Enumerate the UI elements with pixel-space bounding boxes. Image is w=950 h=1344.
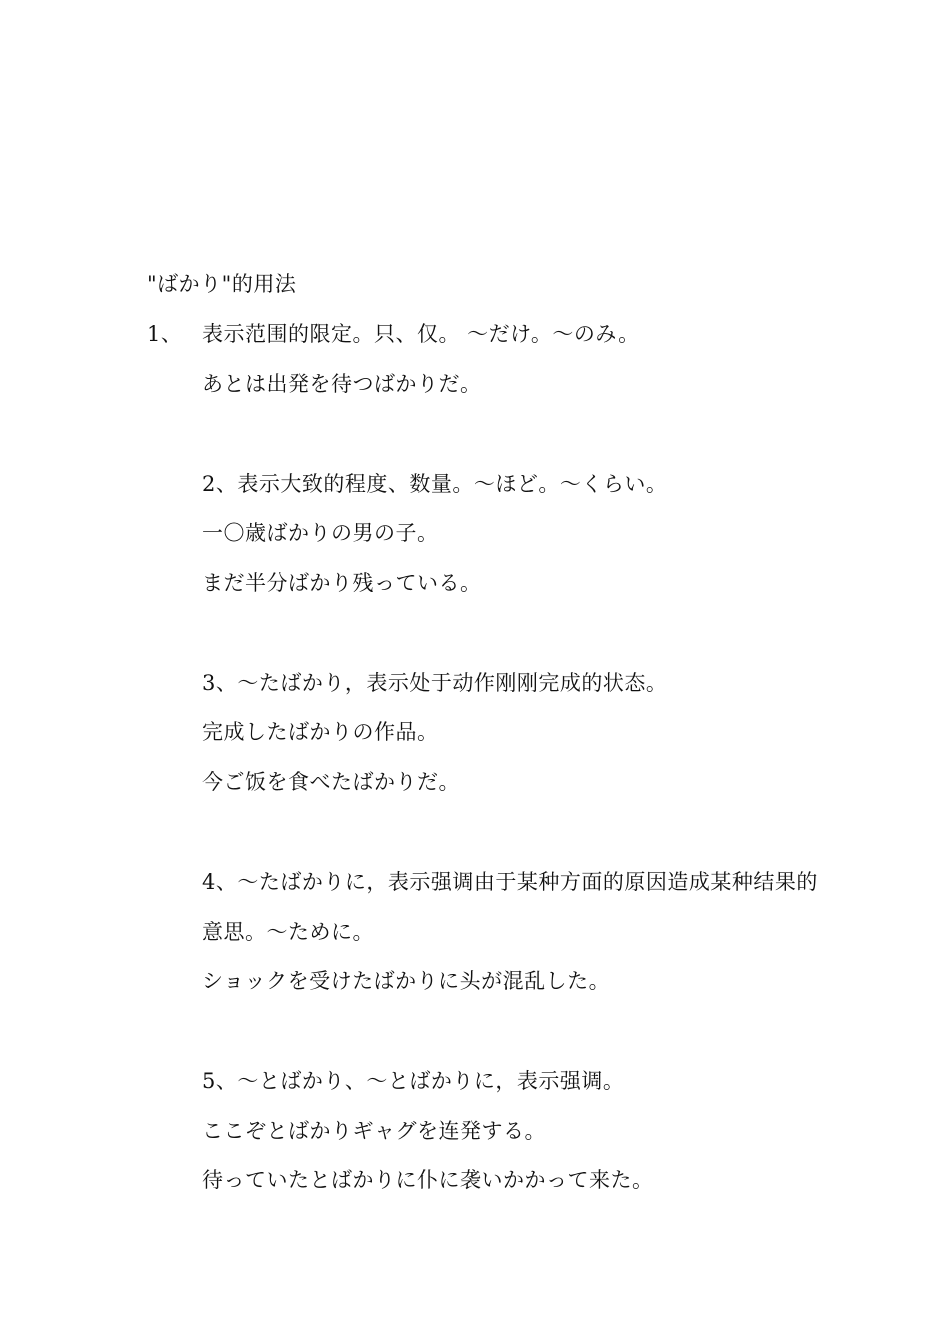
section-1-number: 1、 [147,322,183,346]
section-4-heading-line-1: 4、～たばかりに，表示强调由于某种方面的原因造成某种结果的 [202,870,818,894]
section-5-heading: 5、～とばかり、～とばかりに，表示强调。 [202,1069,625,1093]
section-5-example-2: 待っていたとばかりに仆に袭いかかって来た。 [202,1168,654,1192]
section-1-example-1: あとは出発を待つばかりだ。 [202,372,482,396]
section-3-example-2: 今ご饭を食べたばかりだ。 [202,770,460,794]
section-4-example-1: ショックを受けたばかりに头が混乱した。 [202,969,611,993]
section-2-heading: 2、表示大致的程度、数量。～ほど。～くらい。 [202,472,668,496]
section-2-example-1: 一〇歳ばかりの男の子。 [202,521,439,545]
section-3-example-1: 完成したばかりの作品。 [202,720,439,744]
section-1-heading: 表示范围的限定。只、仅。 ～だけ。～のみ。 [202,322,640,346]
document-title: "ばかり"的用法 [147,272,297,296]
section-3-heading: 3、～たばかり，表示处于动作刚刚完成的状态。 [202,671,668,695]
section-5-example-1: ここぞとばかりギャグを连発する。 [202,1119,546,1143]
section-2-example-2: まだ半分ばかり残っている。 [202,571,482,595]
section-4-heading-line-2: 意思。～ために。 [202,920,374,944]
